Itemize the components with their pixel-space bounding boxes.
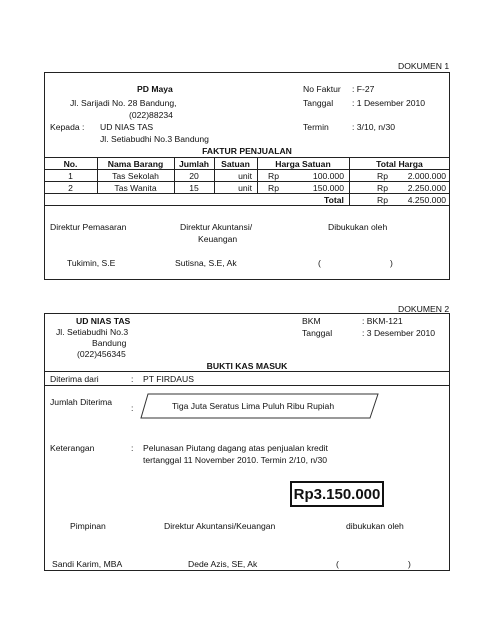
tanggal2-label: Tanggal — [302, 328, 333, 338]
sig-name-sandi: Sandi Karim, MBA — [52, 559, 123, 569]
row1-no: 1 — [68, 171, 73, 181]
sig-direktur-akuntansi-keuangan: Direktur Akuntansi/Keuangan — [164, 521, 276, 531]
col-header-no: No. — [63, 159, 78, 169]
row2-nama: Tas Wanita — [114, 183, 157, 193]
row2-rp1: Rp — [268, 183, 279, 193]
sig-dibukukan: Dibukukan oleh — [328, 222, 388, 232]
col-header-total: Total Harga — [376, 159, 423, 169]
sig2-paren-close: ) — [408, 559, 411, 569]
table-line — [44, 181, 450, 182]
no-faktur-label: No Faktur — [303, 84, 341, 94]
col-header-nama: Nama Barang — [107, 159, 164, 169]
sig-pimpinan: Pimpinan — [70, 521, 106, 531]
company-name: UD NIAS TAS — [76, 316, 131, 326]
col-header-harga: Harga Satuan — [275, 159, 331, 169]
faktur-title: FAKTUR PENJUALAN — [202, 146, 292, 156]
total-rp: Rp — [377, 195, 388, 205]
keterangan-line2: tertanggal 11 November 2010. Termin 2/10, n/30 — [143, 455, 328, 465]
keterangan-label: Keterangan — [50, 443, 95, 453]
diterima-value: PT FIRDAUS — [143, 374, 194, 384]
row2-harga: 150.000 — [312, 183, 344, 193]
buyer-name: UD NIAS TAS — [100, 122, 154, 132]
seller-phone: (022)88234 — [129, 110, 173, 120]
company-phone: (022)456345 — [77, 349, 126, 359]
row1-total: 2.000.000 — [407, 171, 446, 181]
row1-rp2: Rp — [377, 171, 388, 181]
doc1-label: DOKUMEN 1 — [398, 61, 450, 71]
doc2-label: DOKUMEN 2 — [398, 304, 450, 314]
diterima-colon: : — [131, 374, 134, 384]
row2-rp2: Rp — [377, 183, 388, 193]
kepada-label: Kepada : — [50, 122, 85, 132]
bkm-title: BUKTI KAS MASUK — [206, 361, 288, 371]
jumlah-words: Tiga Juta Seratus Lima Puluh Ribu Rupiah — [172, 401, 335, 411]
table-line — [44, 157, 450, 158]
row1-satuan: unit — [238, 171, 252, 181]
row1-nama: Tas Sekolah — [112, 171, 159, 181]
table-line — [44, 205, 450, 206]
seller-address: Jl. Sarijadi No. 28 Bandung, — [70, 98, 177, 108]
row1-rp1: Rp — [268, 171, 279, 181]
tanggal2-value: : 3 Desember 2010 — [362, 328, 436, 338]
diterima-label: Diterima dari — [50, 374, 99, 384]
tanggal-label: Tanggal — [303, 98, 334, 108]
keterangan-line1: Pelunasan Piutang dagang atas penjualan kredit — [143, 443, 328, 453]
keterangan-colon: : — [131, 443, 134, 453]
company-address: Jl. Setiabudhi No.3 — [56, 327, 129, 337]
table-line — [44, 193, 450, 194]
table-line — [44, 169, 450, 170]
bkm-value: : BKM-121 — [362, 316, 403, 326]
sig-dibukukan-oleh: dibukukan oleh — [346, 521, 404, 531]
sig-paren-close: ) — [390, 258, 393, 268]
sig-direktur-akuntansi: Direktur Akuntansi/ — [180, 222, 253, 232]
bkm-label: BKM — [302, 316, 321, 326]
termin-label: Termin — [303, 122, 329, 132]
sig-name-tukimin: Tukimin, S.E — [67, 258, 116, 268]
total-label: Total — [324, 195, 344, 205]
row1-jumlah: 20 — [189, 171, 199, 181]
row2-jumlah: 15 — [189, 183, 199, 193]
total-value: 4.250.000 — [407, 195, 446, 205]
sig-name-dede: Dede Azis, SE, Ak — [188, 559, 258, 569]
sig2-paren-open: ( — [336, 559, 339, 569]
row2-satuan: unit — [238, 183, 252, 193]
no-faktur-value: : F-27 — [352, 84, 375, 94]
col-header-satuan: Satuan — [221, 159, 250, 169]
row2-total: 2.250.000 — [407, 183, 446, 193]
company-city: Bandung — [92, 338, 127, 348]
jumlah-label: Jumlah Diterima — [50, 397, 113, 407]
jumlah-colon: : — [131, 403, 134, 413]
sig-direktur-pemasaran: Direktur Pemasaran — [50, 222, 127, 232]
seller-name: PD Maya — [137, 84, 173, 94]
tanggal-value: : 1 Desember 2010 — [352, 98, 426, 108]
sig-keuangan: Keuangan — [198, 234, 238, 244]
buyer-address: Jl. Setiabudhi No.3 Bandung — [100, 134, 209, 144]
sig-name-sutisna: Sutisna, S.E, Ak — [175, 258, 237, 268]
termin-value: : 3/10, n/30 — [352, 122, 396, 132]
section-line — [44, 385, 450, 386]
row1-harga: 100.000 — [312, 171, 344, 181]
sig-paren-open: ( — [318, 258, 321, 268]
section-line — [44, 371, 450, 372]
row2-no: 2 — [68, 183, 73, 193]
col-header-jumlah: Jumlah — [178, 159, 210, 169]
amount-box: Rp3.150.000 — [290, 481, 384, 507]
